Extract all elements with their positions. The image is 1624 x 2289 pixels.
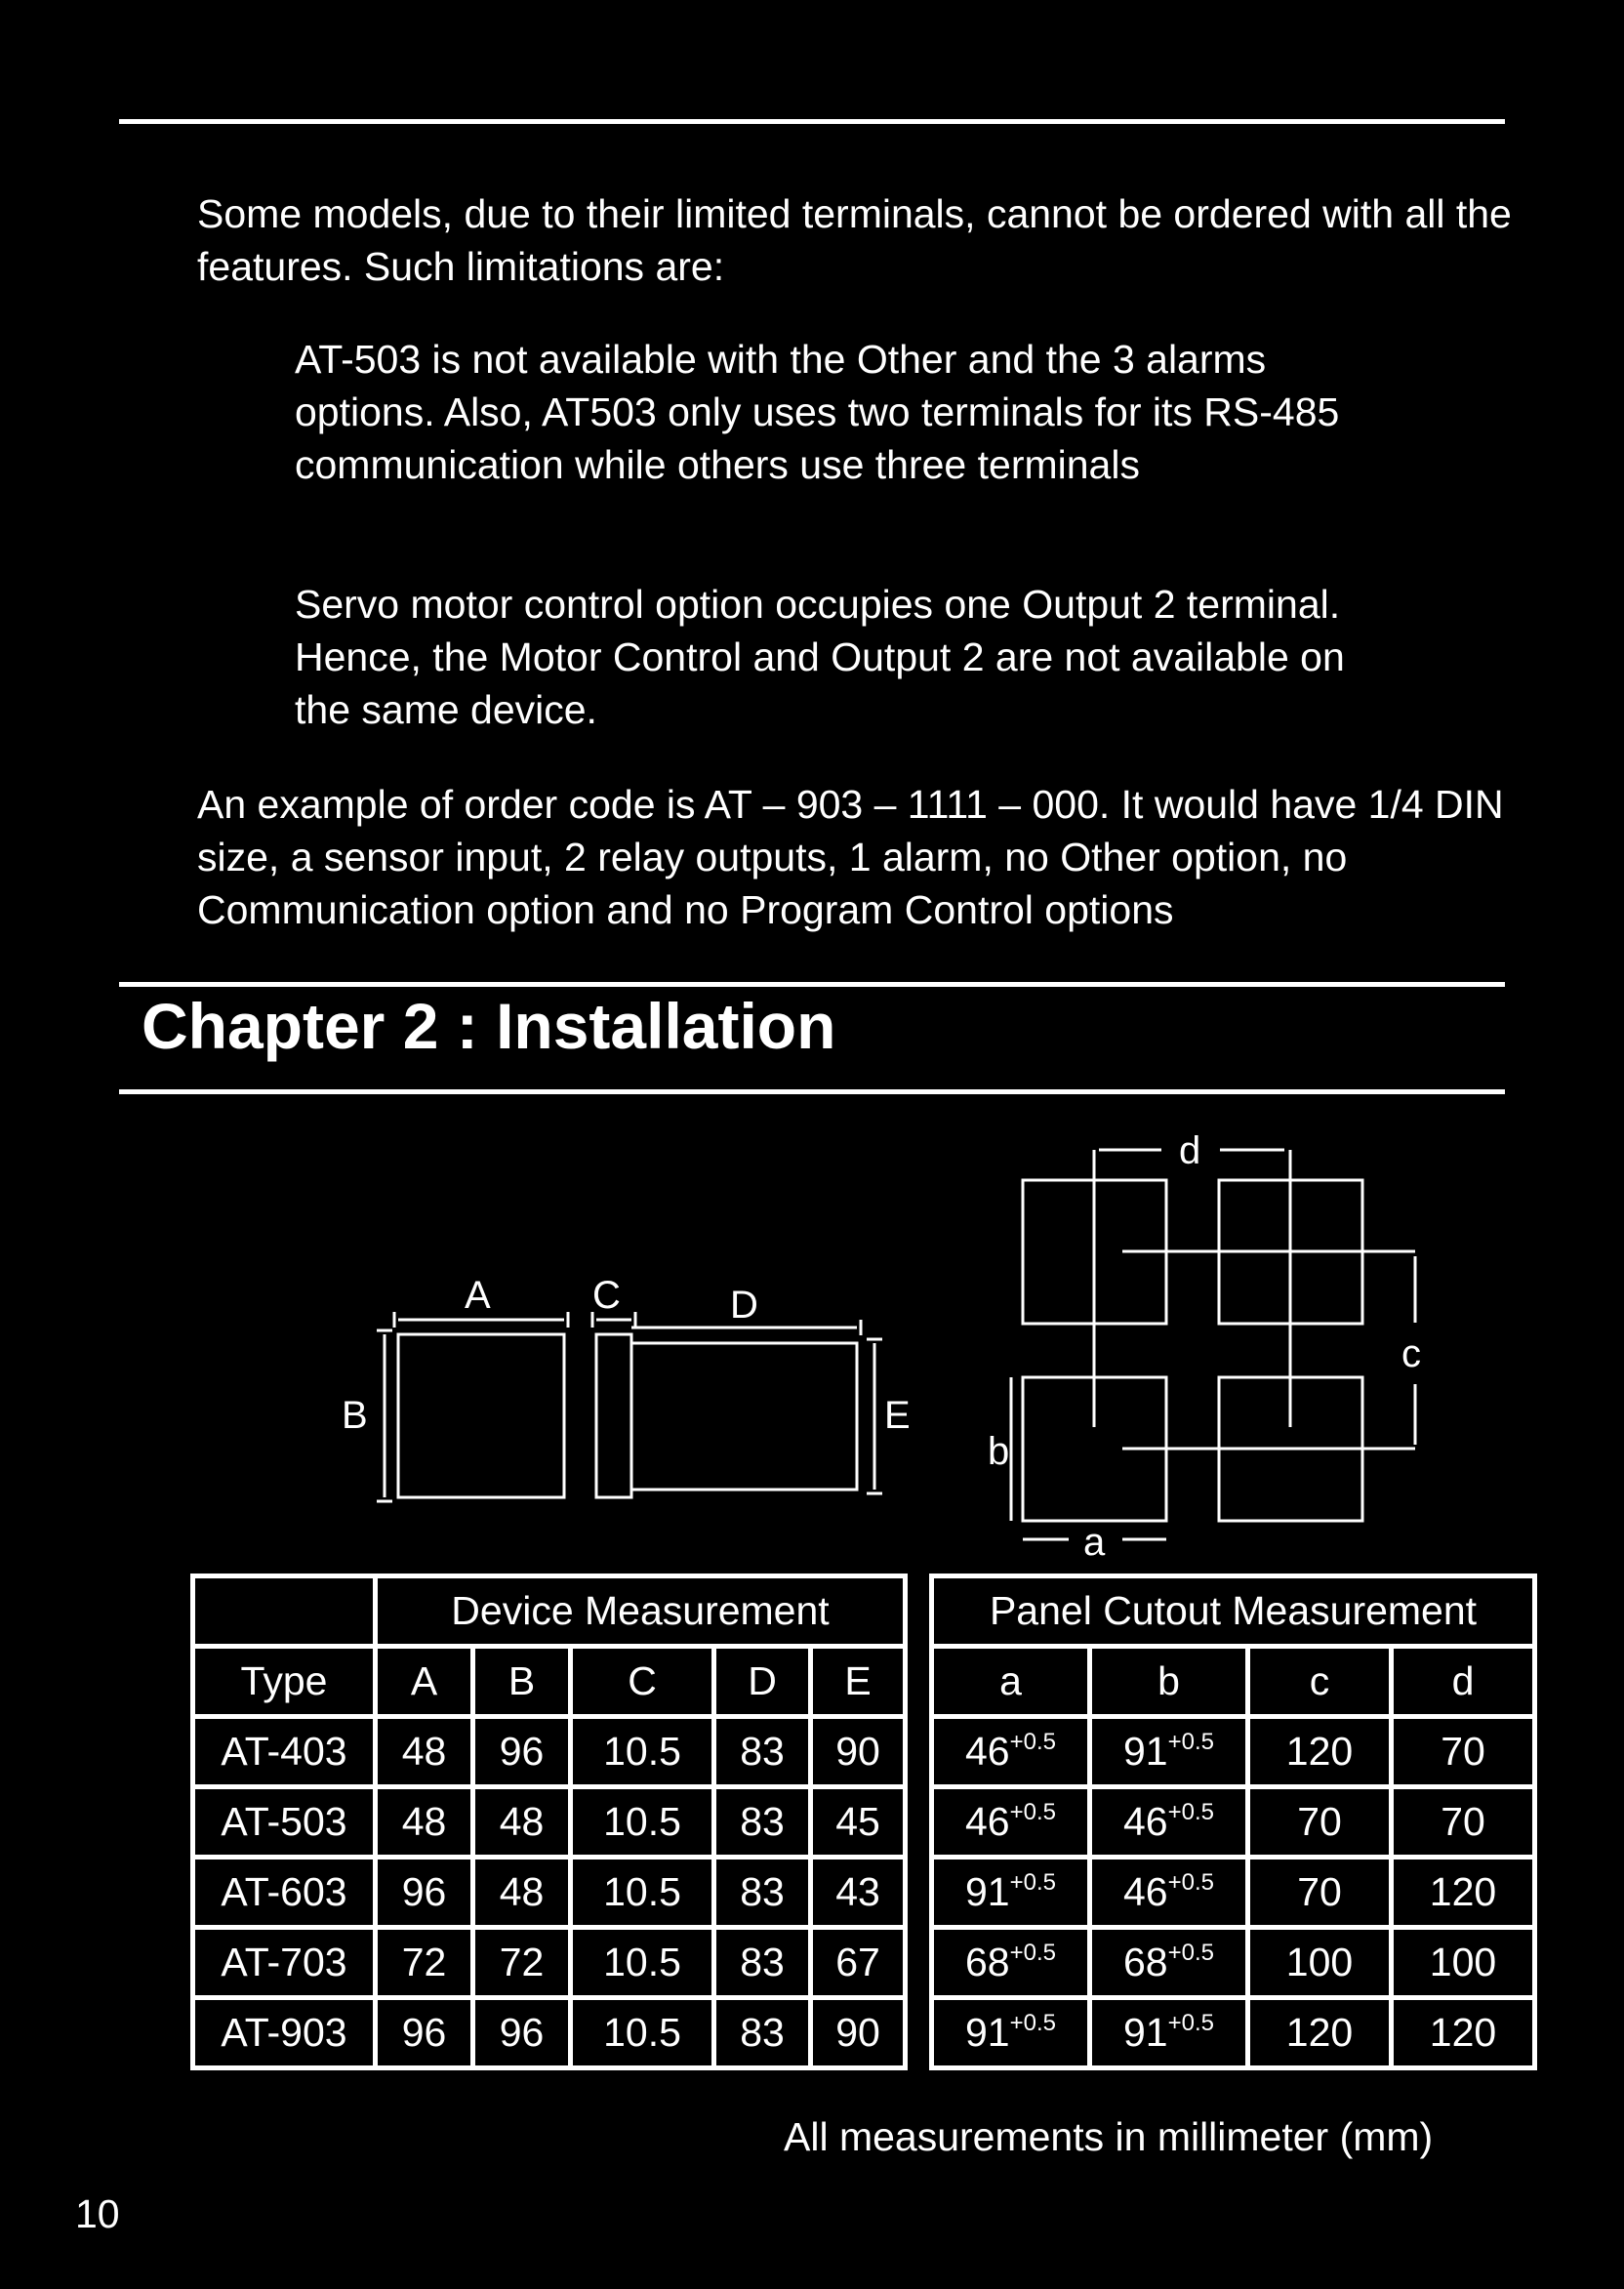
cell-E: 45: [811, 1787, 906, 1858]
cell-type: AT-603: [193, 1858, 376, 1928]
cell-A: 72: [376, 1928, 473, 1998]
panel-cutout-header: Panel Cutout Measurement: [932, 1576, 1535, 1647]
device-bezel: [596, 1334, 631, 1497]
cell-b: $46^{+0.5}$: [1090, 1858, 1248, 1928]
cell-a: $46^{+0.5}$: [932, 1717, 1090, 1787]
cell-A: 48: [376, 1787, 473, 1858]
dimension-label-b: b: [988, 1430, 1010, 1473]
cell-B: 48: [473, 1858, 571, 1928]
col-header-b: b: [1090, 1647, 1248, 1717]
cell-E: 90: [811, 1998, 906, 2068]
cell-c: 100: [1248, 1928, 1392, 1998]
cell-B: 48: [473, 1787, 571, 1858]
cell-a: $68^{+0.5}$: [932, 1928, 1090, 1998]
col-header-E: E: [811, 1647, 906, 1717]
cell-d: 70: [1392, 1717, 1535, 1787]
intro-paragraph: Some models, due to their limited terminals, cannot be ordered with all the features. Such limitations are:: [197, 191, 1512, 289]
col-header-type: Type: [193, 1647, 376, 1717]
limitation-item: AT-503 is not available with the Other and the 3 alarms options. Also, AT503 only uses two terminals for its RS-485 communication while others use three terminals: [295, 337, 1340, 487]
chapter-rule-bottom: [119, 1089, 1505, 1094]
empty-header-cell: [193, 1576, 376, 1647]
measurement-note: All measurements in millimeter (mm): [784, 2114, 1434, 2159]
cell-C: 10.5: [571, 1858, 714, 1928]
cell-B: 96: [473, 1717, 571, 1787]
group-header-row: [193, 1576, 1535, 1647]
cell-d: 70: [1392, 1787, 1535, 1858]
cell-c: 70: [1248, 1858, 1392, 1928]
device-dimension-diagram: [377, 1312, 882, 1501]
table-row: [193, 1858, 1535, 1928]
cell-a: $91^{+0.5}$: [932, 1858, 1090, 1928]
cell-b: $68^{+0.5}$: [1090, 1928, 1248, 1998]
chapter-rule-top: [119, 982, 1505, 987]
cell-type: AT-903: [193, 1998, 376, 2068]
dimension-label-B: B: [342, 1394, 368, 1437]
col-header-d: d: [1392, 1647, 1535, 1717]
dimension-label-d: d: [1179, 1129, 1201, 1172]
col-header-B: B: [473, 1647, 571, 1717]
cell-type: AT-503: [193, 1787, 376, 1858]
dimension-label-D: D: [730, 1284, 758, 1327]
cell-a: $91^{+0.5}$: [932, 1998, 1090, 2068]
cell-a: $46^{+0.5}$: [932, 1787, 1090, 1858]
cell-D: 83: [714, 1858, 811, 1928]
cell-D: 83: [714, 1928, 811, 1998]
cell-A: 96: [376, 1858, 473, 1928]
cell-type: AT-703: [193, 1928, 376, 1998]
cell-c: 120: [1248, 1998, 1392, 2068]
cell-d: 120: [1392, 1858, 1535, 1928]
col-header-c: c: [1248, 1647, 1392, 1717]
cell-E: 90: [811, 1717, 906, 1787]
cell-C: 10.5: [571, 1928, 714, 1998]
device-body: [631, 1343, 857, 1490]
cell-A: 48: [376, 1717, 473, 1787]
cell-c: 120: [1248, 1717, 1392, 1787]
cell-C: 10.5: [571, 1998, 714, 2068]
table-row: [193, 1998, 1535, 2068]
cell-D: 83: [714, 1787, 811, 1858]
col-header-C: C: [571, 1647, 714, 1717]
device-front-face: [398, 1334, 564, 1497]
cell-type: AT-403: [193, 1717, 376, 1787]
col-header-A: A: [376, 1647, 473, 1717]
dimension-label-A: A: [465, 1274, 491, 1317]
table-row: [193, 1787, 1535, 1858]
top-rule: [119, 119, 1505, 124]
col-header-a: a: [932, 1647, 1090, 1717]
cell-c: 70: [1248, 1787, 1392, 1858]
page-number: 10: [75, 2191, 120, 2236]
cell-d: 120: [1392, 1998, 1535, 2068]
panel-cutout-diagram: [1011, 1150, 1415, 1539]
cell-b: $46^{+0.5}$: [1090, 1787, 1248, 1858]
cell-B: 96: [473, 1998, 571, 2068]
table-row: [193, 1928, 1535, 1998]
dimension-label-c: c: [1401, 1332, 1421, 1375]
cell-A: 96: [376, 1998, 473, 2068]
cell-E: 43: [811, 1858, 906, 1928]
table-row: [193, 1717, 1535, 1787]
cell-C: 10.5: [571, 1787, 714, 1858]
chapter-title: Chapter 2 : Installation: [142, 990, 836, 1062]
cell-d: 100: [1392, 1928, 1535, 1998]
cell-D: 83: [714, 1717, 811, 1787]
cell-E: 67: [811, 1928, 906, 1998]
device-measurement-header: Device Measurement: [376, 1576, 906, 1647]
limitation-item: Servo motor control option occupies one Output 2 terminal. Hence, the Motor Control and Output 2 are not available on the same device.: [295, 582, 1345, 732]
cell-b: $91^{+0.5}$: [1090, 1998, 1248, 2068]
cell-C: 10.5: [571, 1717, 714, 1787]
cell-B: 72: [473, 1928, 571, 1998]
dimension-label-C: C: [592, 1274, 621, 1317]
order-code-example: An example of order code is AT – 903 – 1111 – 000. It would have 1/4 DIN size, a sensor input, 2 relay outputs, 1 alarm, no Other option, no Communication option and no Program Control options: [197, 782, 1504, 932]
measurement-table: [190, 1574, 1537, 2070]
column-header-row: [193, 1647, 1535, 1717]
col-header-D: D: [714, 1647, 811, 1717]
cell-b: $91^{+0.5}$: [1090, 1717, 1248, 1787]
cell-D: 83: [714, 1998, 811, 2068]
dimension-label-E: E: [884, 1394, 911, 1437]
dimension-label-a: a: [1083, 1521, 1106, 1562]
